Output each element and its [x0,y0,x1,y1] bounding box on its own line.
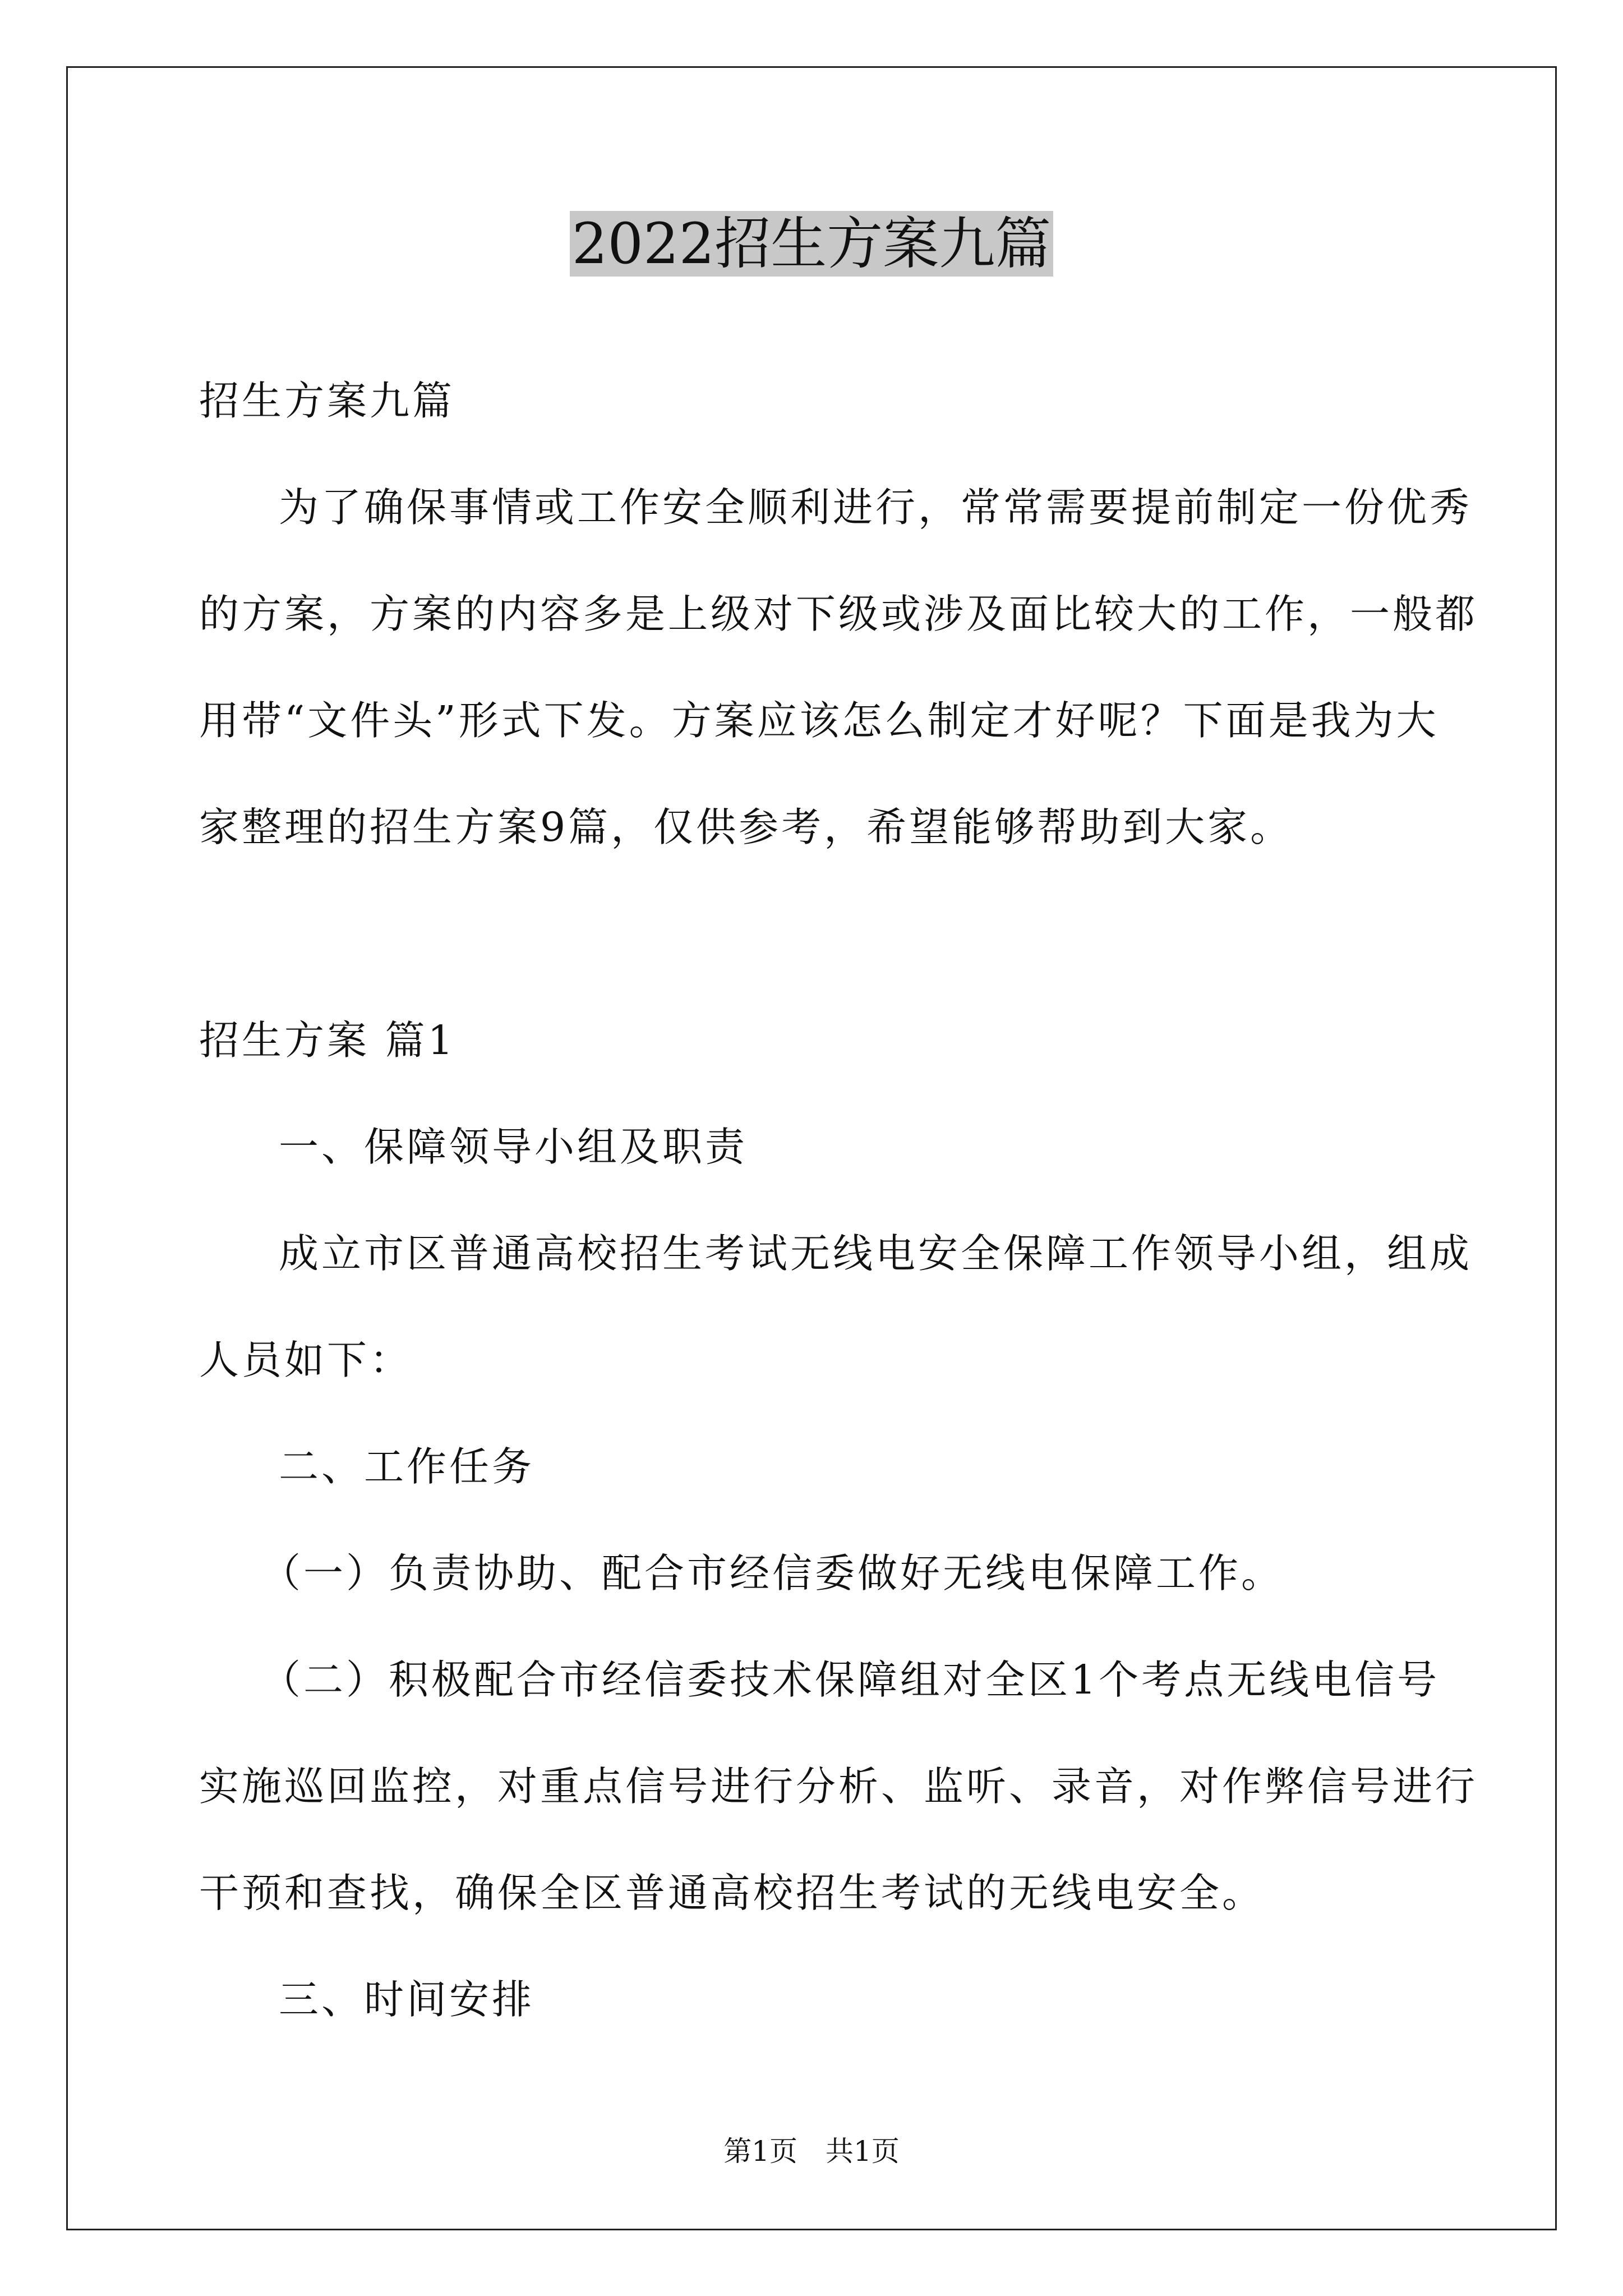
body-line-2: 人员如下： [199,1337,413,1383]
document-title-text: 2022招生方案九篇 [570,211,1054,277]
intro-line-2: 的方案，方案的内容多是上级对下级或涉及面比较大的工作，一般都 [199,591,1478,637]
section-heading: 招生方案 篇1 [199,1017,456,1064]
page-number: 第1页 [723,2135,797,2168]
body-line-1: 成立市区普通高校招生考试无线电安全保障工作领导小组，组成 [279,1230,1473,1277]
item-heading-3: 三、时间安排 [279,1976,535,2023]
sub-item-2-line-1: （二）积极配合市经信委技术保障组对全区1个考点无线电信号 [261,1657,1440,1703]
document-body [199,348,1478,2053]
intro-line-1: 为了确保事情或工作安全顺利进行，常常需要提前制定一份优秀 [279,484,1473,531]
page-total: 共1页 [826,2135,900,2168]
sub-item-1: （一）负责协助、配合市经信委做好无线电保障工作。 [261,1550,1284,1596]
section-spacer [199,881,1433,987]
subtitle-paragraph: 招生方案九篇 [199,378,455,424]
sub-item-2-line-2: 实施巡回监控，对重点信号进行分析、监听、录音，对作弊信号进行 [199,1763,1478,1810]
item-heading-2: 二、工作任务 [279,1443,535,1490]
intro-line-3: 用带“文件头”形式下发。方案应该怎么制定才好呢？下面是我为大 [199,697,1439,744]
sub-item-2-line-3: 干预和查找，确保全区普通高校招生考试的无线电安全。 [199,1870,1265,1916]
document-title [0,205,1623,283]
intro-line-4: 家整理的招生方案9篇，仅供参考，希望能够帮助到大家。 [199,804,1293,850]
page-footer [0,2132,1623,2171]
item-heading-1: 一、保障领导小组及职责 [279,1124,748,1170]
